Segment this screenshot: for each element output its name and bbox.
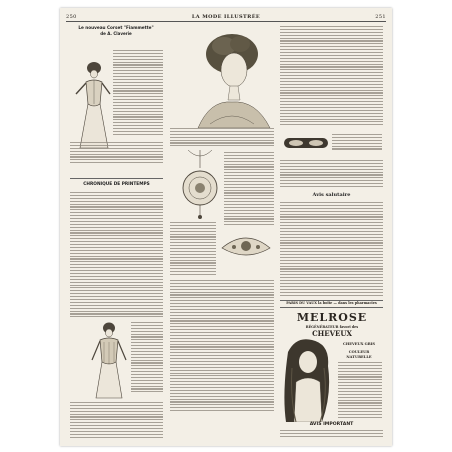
- hairstyle-text: [170, 128, 274, 148]
- ad-gray-hair-text: CHEVEUX GRIS: [342, 342, 376, 346]
- hairstyle-portrait-illustration: [190, 24, 274, 128]
- bottom-left-text: [70, 402, 163, 440]
- corset-lady-illustration: [72, 58, 112, 150]
- spring-section: [70, 182, 163, 188]
- avis-text: [280, 202, 383, 297]
- address-line: PARIS DU VAUX la boîte — dans les pharmacies: [286, 301, 377, 305]
- melrose-subtitle-2: CHEVEUX: [312, 329, 352, 338]
- page-number-right: 251: [375, 14, 386, 20]
- pendant-illustration: [178, 150, 222, 220]
- melrose-subtitle-1: RÉGÉNÉRATEUR favori des: [305, 325, 359, 329]
- corset-heading: Le nouveau Corset "Fiammette": [78, 25, 154, 30]
- page-number-left: 250: [66, 14, 77, 20]
- magazine-title: LA MODE ILLUSTRÉE: [191, 14, 261, 20]
- spring-text: [70, 192, 163, 319]
- brooch-illustration: [218, 232, 274, 262]
- pendant-text: [224, 152, 274, 227]
- bottom-left-text-right: [131, 322, 163, 394]
- right-text-top: [280, 26, 383, 127]
- section-rule: [70, 178, 163, 179]
- left-column: [70, 25, 162, 36]
- center-text-lower: [170, 280, 274, 413]
- spring-heading: CHRONIQUE DE PRINTEMPS: [83, 182, 150, 187]
- corset-dress-illustration: [88, 320, 130, 400]
- spectacles-ad-text: [332, 134, 382, 151]
- ad-rule: [280, 307, 383, 308]
- avis-important: AVIS IMPORTANT: [309, 422, 354, 427]
- avis-important-text: [280, 430, 383, 439]
- avis-heading: Avis salutaire: [312, 192, 351, 198]
- spectacles-ad-illustration: [282, 132, 330, 152]
- brooch-text-left: [170, 222, 216, 277]
- long-hair-woman-illustration: [282, 338, 334, 422]
- right-text-mid: [280, 160, 383, 189]
- corset-text-right: [113, 50, 163, 137]
- header-rule: [66, 21, 386, 22]
- melrose-brand: MELROSE: [296, 311, 368, 324]
- corset-subheading: de A. Claverie: [100, 31, 132, 36]
- corset-text-bottom: [70, 142, 163, 165]
- avis-section: [280, 192, 383, 199]
- ad-natural-color-text: COULEUR NATURELLE: [346, 350, 372, 359]
- ad-body-text: [338, 362, 382, 420]
